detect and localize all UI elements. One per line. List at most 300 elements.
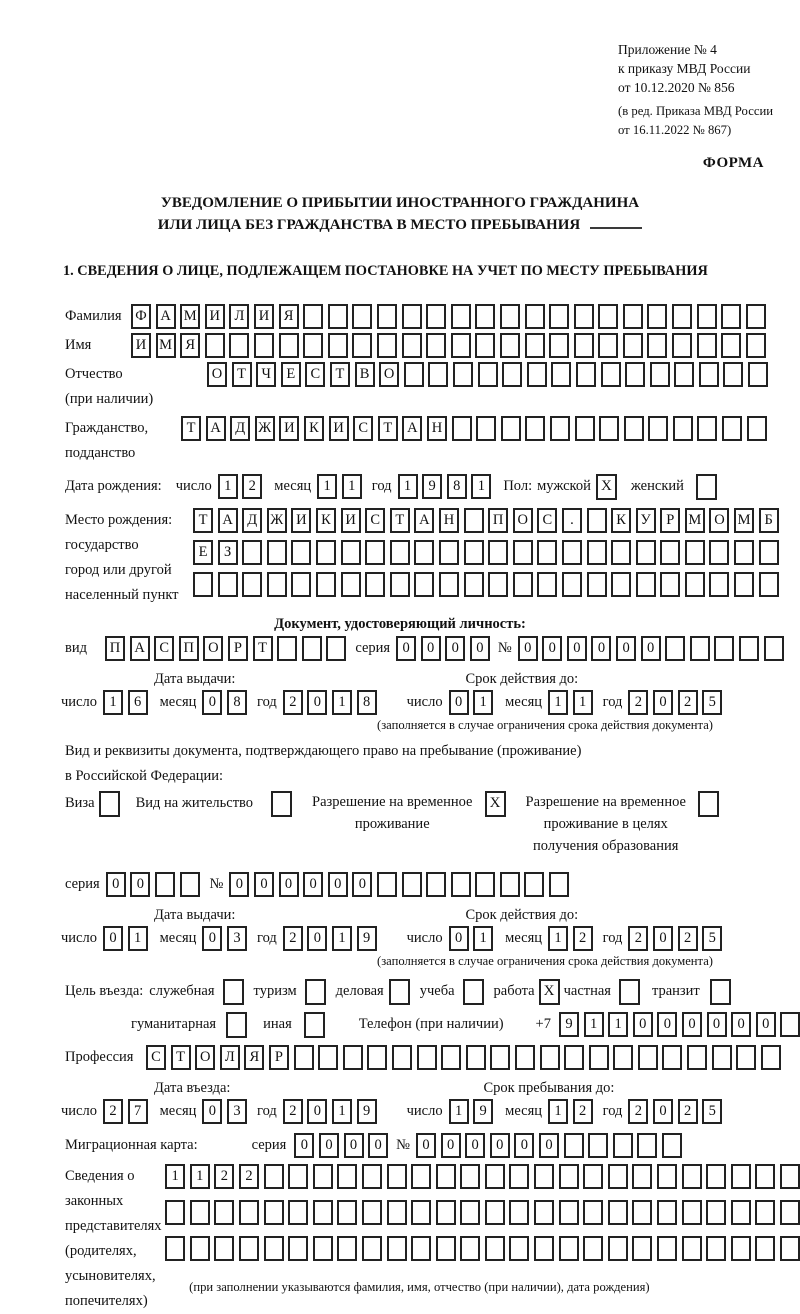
char-box[interactable]: [313, 1164, 333, 1189]
char-box[interactable]: [636, 540, 656, 565]
char-box[interactable]: 0: [254, 872, 274, 897]
char-box[interactable]: [352, 333, 372, 358]
char-box[interactable]: [352, 304, 372, 329]
char-box[interactable]: [426, 304, 446, 329]
char-box[interactable]: 0: [449, 690, 469, 715]
char-box[interactable]: [414, 572, 434, 597]
char-box[interactable]: [611, 540, 631, 565]
char-box[interactable]: [706, 1200, 726, 1225]
char-box[interactable]: [365, 540, 385, 565]
char-box[interactable]: 1: [317, 474, 337, 499]
char-box[interactable]: 0: [416, 1133, 436, 1158]
char-box[interactable]: [748, 362, 768, 387]
char-box[interactable]: Н: [427, 416, 447, 441]
char-box[interactable]: Т: [390, 508, 410, 533]
char-box[interactable]: [341, 572, 361, 597]
char-box[interactable]: [190, 1200, 210, 1225]
char-box[interactable]: 1: [190, 1164, 210, 1189]
char-box[interactable]: [390, 572, 410, 597]
char-box[interactable]: [277, 636, 297, 661]
char-box[interactable]: [564, 1045, 584, 1070]
char-box[interactable]: 1: [471, 474, 491, 499]
char-box[interactable]: Т: [232, 362, 252, 387]
char-box[interactable]: [387, 1236, 407, 1261]
char-box[interactable]: [439, 572, 459, 597]
char-box[interactable]: [709, 572, 729, 597]
char-box[interactable]: 0: [202, 926, 222, 951]
char-box[interactable]: 1: [473, 926, 493, 951]
char-box[interactable]: [588, 1133, 608, 1158]
char-box[interactable]: 1: [584, 1012, 604, 1037]
char-box[interactable]: Т: [193, 508, 213, 533]
char-box[interactable]: [723, 362, 743, 387]
char-box[interactable]: [780, 1200, 800, 1225]
char-box[interactable]: [502, 362, 522, 387]
char-box[interactable]: З: [218, 540, 238, 565]
char-box[interactable]: 0: [106, 872, 126, 897]
char-box[interactable]: 0: [591, 636, 611, 661]
char-box[interactable]: [509, 1200, 529, 1225]
char-box[interactable]: [674, 362, 694, 387]
char-box[interactable]: [550, 416, 570, 441]
char-box[interactable]: 0: [202, 690, 222, 715]
char-box[interactable]: [625, 362, 645, 387]
char-box[interactable]: [534, 1200, 554, 1225]
char-box[interactable]: П: [105, 636, 125, 661]
char-box[interactable]: 1: [548, 1099, 568, 1124]
char-box[interactable]: [377, 872, 397, 897]
char-box[interactable]: [485, 1200, 505, 1225]
char-box[interactable]: [428, 362, 448, 387]
char-box[interactable]: 1: [398, 474, 418, 499]
char-box[interactable]: 0: [279, 872, 299, 897]
char-box[interactable]: О: [195, 1045, 215, 1070]
char-box[interactable]: [709, 540, 729, 565]
char-box[interactable]: [365, 572, 385, 597]
char-box[interactable]: [722, 416, 742, 441]
purpose-official-checkbox[interactable]: [223, 979, 244, 1005]
char-box[interactable]: 0: [344, 1133, 364, 1158]
char-box[interactable]: И: [131, 333, 151, 358]
char-box[interactable]: [574, 333, 594, 358]
char-box[interactable]: [598, 304, 618, 329]
purpose-other-checkbox[interactable]: [304, 1012, 325, 1038]
char-box[interactable]: [525, 304, 545, 329]
char-box[interactable]: [599, 416, 619, 441]
char-box[interactable]: 0: [653, 1099, 673, 1124]
char-box[interactable]: [242, 572, 262, 597]
purpose-transit-checkbox[interactable]: [710, 979, 731, 1005]
char-box[interactable]: 9: [357, 926, 377, 951]
char-box[interactable]: В: [355, 362, 375, 387]
char-box[interactable]: [636, 572, 656, 597]
char-box[interactable]: [343, 1045, 363, 1070]
char-box[interactable]: [439, 540, 459, 565]
char-box[interactable]: Я: [279, 304, 299, 329]
char-box[interactable]: [478, 362, 498, 387]
char-box[interactable]: [165, 1236, 185, 1261]
char-box[interactable]: [390, 540, 410, 565]
char-box[interactable]: [417, 1045, 437, 1070]
char-box[interactable]: [682, 1164, 702, 1189]
char-box[interactable]: [660, 572, 680, 597]
char-box[interactable]: О: [709, 508, 729, 533]
char-box[interactable]: [734, 540, 754, 565]
char-box[interactable]: [598, 333, 618, 358]
char-box[interactable]: [662, 1133, 682, 1158]
char-box[interactable]: 8: [227, 690, 247, 715]
char-box[interactable]: [509, 1236, 529, 1261]
char-box[interactable]: [687, 1045, 707, 1070]
char-box[interactable]: [632, 1200, 652, 1225]
char-box[interactable]: 0: [653, 690, 673, 715]
char-box[interactable]: Т: [378, 416, 398, 441]
char-box[interactable]: Я: [180, 333, 200, 358]
char-box[interactable]: Д: [242, 508, 262, 533]
purpose-business-checkbox[interactable]: [389, 979, 410, 1005]
char-box[interactable]: 0: [319, 1133, 339, 1158]
char-box[interactable]: [377, 304, 397, 329]
char-box[interactable]: [647, 333, 667, 358]
char-box[interactable]: [316, 572, 336, 597]
char-box[interactable]: [647, 304, 667, 329]
char-box[interactable]: [466, 1045, 486, 1070]
char-box[interactable]: У: [636, 508, 656, 533]
char-box[interactable]: [761, 1045, 781, 1070]
char-box[interactable]: М: [685, 508, 705, 533]
char-box[interactable]: 0: [352, 872, 372, 897]
char-box[interactable]: [460, 1236, 480, 1261]
char-box[interactable]: А: [206, 416, 226, 441]
visa-checkbox[interactable]: [99, 791, 120, 817]
char-box[interactable]: 0: [542, 636, 562, 661]
char-box[interactable]: [291, 540, 311, 565]
char-box[interactable]: [452, 416, 472, 441]
gender-female-checkbox[interactable]: [696, 474, 717, 500]
char-box[interactable]: А: [156, 304, 176, 329]
char-box[interactable]: [759, 572, 779, 597]
char-box[interactable]: [515, 1045, 535, 1070]
char-box[interactable]: 2: [678, 690, 698, 715]
char-box[interactable]: 0: [202, 1099, 222, 1124]
char-box[interactable]: [500, 333, 520, 358]
char-box[interactable]: 2: [573, 1099, 593, 1124]
char-box[interactable]: [672, 333, 692, 358]
char-box[interactable]: [665, 636, 685, 661]
char-box[interactable]: [632, 1164, 652, 1189]
char-box[interactable]: [362, 1236, 382, 1261]
char-box[interactable]: 0: [707, 1012, 727, 1037]
char-box[interactable]: [562, 572, 582, 597]
char-box[interactable]: [303, 304, 323, 329]
char-box[interactable]: 0: [396, 636, 416, 661]
char-box[interactable]: О: [203, 636, 223, 661]
char-box[interactable]: [780, 1012, 800, 1037]
char-box[interactable]: [387, 1164, 407, 1189]
char-box[interactable]: С: [146, 1045, 166, 1070]
char-box[interactable]: [657, 1200, 677, 1225]
char-box[interactable]: 1: [218, 474, 238, 499]
char-box[interactable]: [657, 1236, 677, 1261]
char-box[interactable]: [583, 1236, 603, 1261]
char-box[interactable]: [551, 362, 571, 387]
char-box[interactable]: 0: [130, 872, 150, 897]
char-box[interactable]: 2: [628, 690, 648, 715]
char-box[interactable]: [464, 540, 484, 565]
char-box[interactable]: Д: [230, 416, 250, 441]
char-box[interactable]: 0: [731, 1012, 751, 1037]
char-box[interactable]: 1: [449, 1099, 469, 1124]
char-box[interactable]: 2: [573, 926, 593, 951]
char-box[interactable]: 1: [332, 1099, 352, 1124]
char-box[interactable]: Т: [181, 416, 201, 441]
char-box[interactable]: [525, 333, 545, 358]
char-box[interactable]: [475, 872, 495, 897]
char-box[interactable]: К: [611, 508, 631, 533]
char-box[interactable]: 0: [514, 1133, 534, 1158]
char-box[interactable]: [559, 1236, 579, 1261]
char-box[interactable]: [637, 1133, 657, 1158]
char-box[interactable]: Л: [220, 1045, 240, 1070]
purpose-humanitarian-checkbox[interactable]: [226, 1012, 247, 1038]
char-box[interactable]: [411, 1200, 431, 1225]
char-box[interactable]: К: [304, 416, 324, 441]
char-box[interactable]: К: [316, 508, 336, 533]
char-box[interactable]: 9: [559, 1012, 579, 1037]
char-box[interactable]: [288, 1236, 308, 1261]
char-box[interactable]: [488, 572, 508, 597]
char-box[interactable]: А: [414, 508, 434, 533]
char-box[interactable]: 0: [441, 1133, 461, 1158]
char-box[interactable]: [509, 1164, 529, 1189]
char-box[interactable]: [362, 1200, 382, 1225]
char-box[interactable]: 2: [103, 1099, 123, 1124]
char-box[interactable]: [697, 416, 717, 441]
char-box[interactable]: [747, 416, 767, 441]
char-box[interactable]: [534, 1164, 554, 1189]
char-box[interactable]: 0: [490, 1133, 510, 1158]
char-box[interactable]: 0: [303, 872, 323, 897]
char-box[interactable]: 9: [357, 1099, 377, 1124]
char-box[interactable]: [721, 333, 741, 358]
char-box[interactable]: [673, 416, 693, 441]
char-box[interactable]: [559, 1200, 579, 1225]
char-box[interactable]: [648, 416, 668, 441]
char-box[interactable]: [264, 1164, 284, 1189]
char-box[interactable]: [303, 333, 323, 358]
char-box[interactable]: [328, 333, 348, 358]
char-box[interactable]: [764, 636, 784, 661]
char-box[interactable]: [451, 872, 471, 897]
char-box[interactable]: 1: [548, 926, 568, 951]
char-box[interactable]: 9: [473, 1099, 493, 1124]
char-box[interactable]: [288, 1164, 308, 1189]
char-box[interactable]: [414, 540, 434, 565]
residence-permit-checkbox[interactable]: [271, 791, 292, 817]
char-box[interactable]: Р: [269, 1045, 289, 1070]
char-box[interactable]: [500, 304, 520, 329]
char-box[interactable]: [313, 1236, 333, 1261]
char-box[interactable]: [362, 1164, 382, 1189]
char-box[interactable]: 2: [628, 1099, 648, 1124]
char-box[interactable]: С: [365, 508, 385, 533]
char-box[interactable]: [337, 1200, 357, 1225]
char-box[interactable]: [411, 1164, 431, 1189]
char-box[interactable]: [685, 540, 705, 565]
char-box[interactable]: 1: [473, 690, 493, 715]
char-box[interactable]: 0: [657, 1012, 677, 1037]
char-box[interactable]: [613, 1045, 633, 1070]
char-box[interactable]: [534, 1236, 554, 1261]
char-box[interactable]: [583, 1200, 603, 1225]
char-box[interactable]: [623, 304, 643, 329]
char-box[interactable]: 0: [229, 872, 249, 897]
char-box[interactable]: [288, 1200, 308, 1225]
char-box[interactable]: [291, 572, 311, 597]
char-box[interactable]: И: [279, 416, 299, 441]
char-box[interactable]: [660, 540, 680, 565]
char-box[interactable]: [426, 872, 446, 897]
char-box[interactable]: 8: [357, 690, 377, 715]
char-box[interactable]: [712, 1045, 732, 1070]
char-box[interactable]: [218, 572, 238, 597]
char-box[interactable]: [460, 1200, 480, 1225]
char-box[interactable]: 2: [678, 926, 698, 951]
char-box[interactable]: [451, 333, 471, 358]
char-box[interactable]: Б: [759, 508, 779, 533]
char-box[interactable]: [721, 304, 741, 329]
char-box[interactable]: [436, 1236, 456, 1261]
char-box[interactable]: 1: [332, 926, 352, 951]
char-box[interactable]: С: [537, 508, 557, 533]
char-box[interactable]: [575, 416, 595, 441]
char-box[interactable]: 2: [628, 926, 648, 951]
char-box[interactable]: [302, 636, 322, 661]
char-box[interactable]: 0: [103, 926, 123, 951]
char-box[interactable]: 0: [653, 926, 673, 951]
char-box[interactable]: Е: [193, 540, 213, 565]
char-box[interactable]: [337, 1164, 357, 1189]
char-box[interactable]: М: [156, 333, 176, 358]
char-box[interactable]: [739, 636, 759, 661]
char-box[interactable]: [313, 1200, 333, 1225]
char-box[interactable]: [475, 333, 495, 358]
char-box[interactable]: [392, 1045, 412, 1070]
char-box[interactable]: Ч: [256, 362, 276, 387]
char-box[interactable]: А: [130, 636, 150, 661]
char-box[interactable]: [239, 1200, 259, 1225]
char-box[interactable]: [755, 1200, 775, 1225]
char-box[interactable]: П: [488, 508, 508, 533]
char-box[interactable]: 3: [227, 1099, 247, 1124]
char-box[interactable]: 1: [573, 690, 593, 715]
char-box[interactable]: 5: [702, 690, 722, 715]
char-box[interactable]: [706, 1236, 726, 1261]
char-box[interactable]: Р: [228, 636, 248, 661]
char-box[interactable]: [279, 333, 299, 358]
char-box[interactable]: [706, 1164, 726, 1189]
char-box[interactable]: 0: [633, 1012, 653, 1037]
char-box[interactable]: [165, 1200, 185, 1225]
char-box[interactable]: [755, 1164, 775, 1189]
char-box[interactable]: 8: [447, 474, 467, 499]
char-box[interactable]: 9: [422, 474, 442, 499]
char-box[interactable]: И: [254, 304, 274, 329]
char-box[interactable]: 0: [307, 926, 327, 951]
char-box[interactable]: Ф: [131, 304, 151, 329]
char-box[interactable]: [475, 304, 495, 329]
char-box[interactable]: С: [353, 416, 373, 441]
char-box[interactable]: 0: [518, 636, 538, 661]
char-box[interactable]: М: [180, 304, 200, 329]
char-box[interactable]: 3: [227, 926, 247, 951]
purpose-tourism-checkbox[interactable]: [305, 979, 326, 1005]
char-box[interactable]: [682, 1236, 702, 1261]
char-box[interactable]: [549, 872, 569, 897]
char-box[interactable]: [190, 1236, 210, 1261]
char-box[interactable]: [587, 540, 607, 565]
char-box[interactable]: [690, 636, 710, 661]
char-box[interactable]: И: [341, 508, 361, 533]
char-box[interactable]: [485, 1164, 505, 1189]
char-box[interactable]: [780, 1236, 800, 1261]
char-box[interactable]: [402, 333, 422, 358]
char-box[interactable]: .: [562, 508, 582, 533]
char-box[interactable]: 0: [616, 636, 636, 661]
char-box[interactable]: Т: [330, 362, 350, 387]
char-box[interactable]: [155, 872, 175, 897]
char-box[interactable]: [402, 872, 422, 897]
char-box[interactable]: 0: [449, 926, 469, 951]
char-box[interactable]: 0: [307, 1099, 327, 1124]
char-box[interactable]: 1: [342, 474, 362, 499]
char-box[interactable]: 0: [567, 636, 587, 661]
char-box[interactable]: [453, 362, 473, 387]
char-box[interactable]: [404, 362, 424, 387]
char-box[interactable]: 0: [682, 1012, 702, 1037]
char-box[interactable]: [367, 1045, 387, 1070]
temp-residence-edu-checkbox[interactable]: [698, 791, 719, 817]
char-box[interactable]: [583, 1164, 603, 1189]
char-box[interactable]: [682, 1200, 702, 1225]
char-box[interactable]: [229, 333, 249, 358]
char-box[interactable]: 0: [539, 1133, 559, 1158]
char-box[interactable]: [746, 304, 766, 329]
char-box[interactable]: [377, 333, 397, 358]
char-box[interactable]: [608, 1236, 628, 1261]
char-box[interactable]: [662, 1045, 682, 1070]
char-box[interactable]: [559, 1164, 579, 1189]
char-box[interactable]: [734, 572, 754, 597]
char-box[interactable]: Я: [244, 1045, 264, 1070]
char-box[interactable]: 1: [103, 690, 123, 715]
char-box[interactable]: 2: [239, 1164, 259, 1189]
char-box[interactable]: [549, 304, 569, 329]
char-box[interactable]: [402, 304, 422, 329]
char-box[interactable]: [214, 1200, 234, 1225]
char-box[interactable]: [267, 540, 287, 565]
char-box[interactable]: О: [513, 508, 533, 533]
char-box[interactable]: [464, 572, 484, 597]
char-box[interactable]: 6: [128, 690, 148, 715]
char-box[interactable]: 0: [641, 636, 661, 661]
char-box[interactable]: [341, 540, 361, 565]
char-box[interactable]: [697, 304, 717, 329]
char-box[interactable]: [193, 572, 213, 597]
char-box[interactable]: [589, 1045, 609, 1070]
char-box[interactable]: [587, 508, 607, 533]
char-box[interactable]: 2: [283, 690, 303, 715]
